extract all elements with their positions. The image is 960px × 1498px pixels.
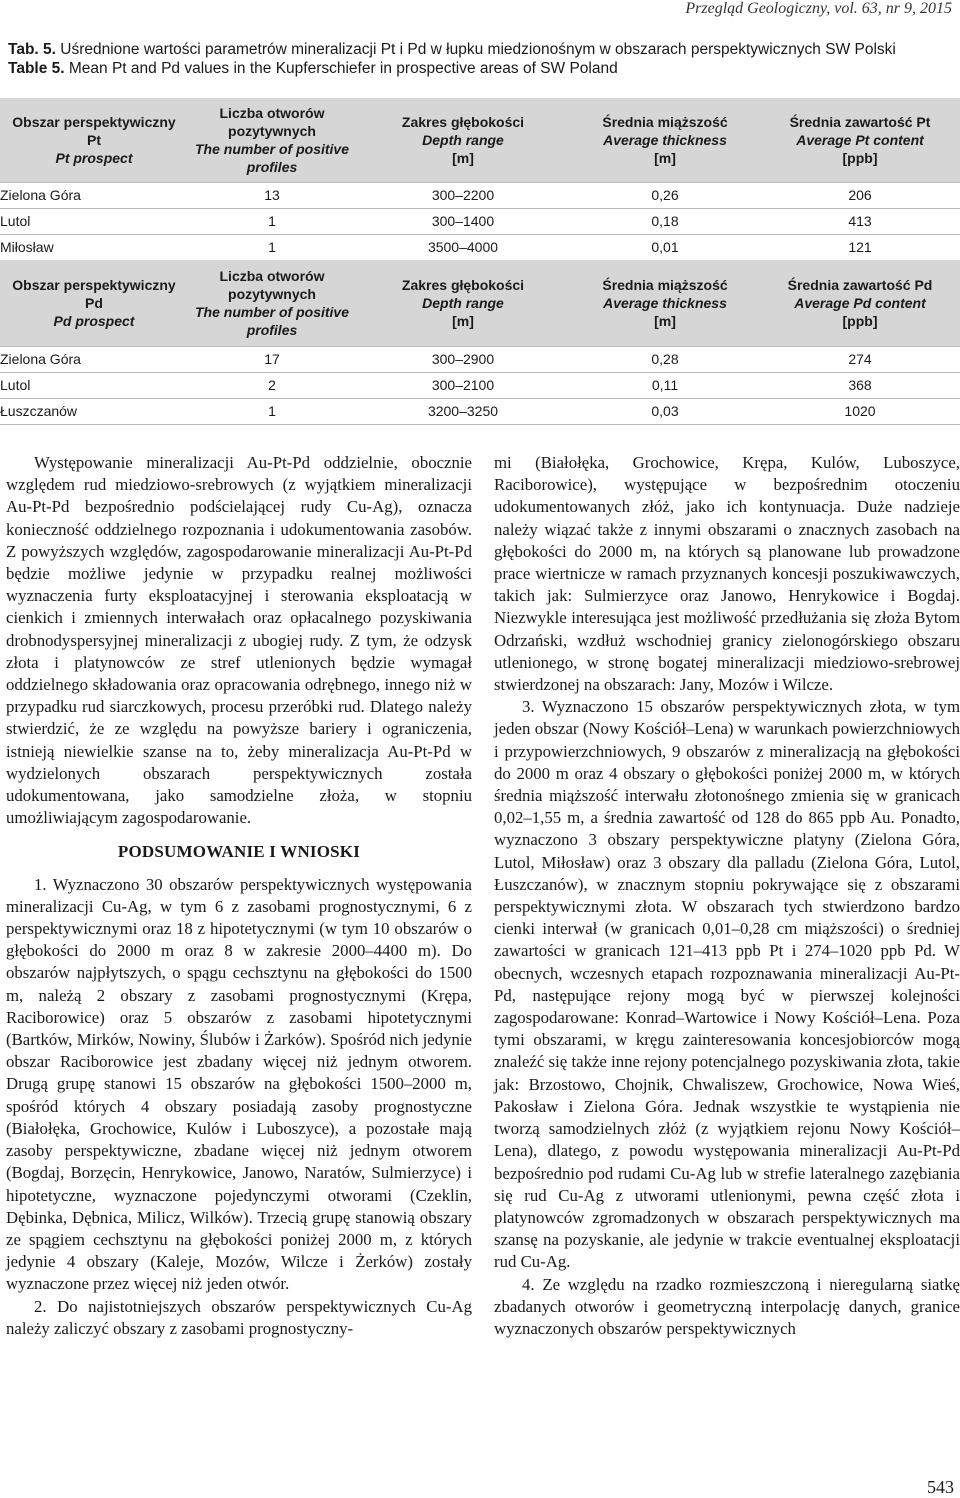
table-caption-pl xyxy=(8,41,896,59)
cell-content: 121 xyxy=(760,234,960,260)
cell-thickness: 0,01 xyxy=(570,234,760,260)
cell-count: 17 xyxy=(188,346,356,372)
cell-content: 413 xyxy=(760,208,960,234)
page-number: 543 xyxy=(927,1477,954,1497)
table-title-en: Mean Pt and Pd values in the Kupferschiefer in prospective areas of SW Poland xyxy=(68,60,618,77)
journal-header: Przegląd Geologiczny, vol. 63, nr 9, 2015 xyxy=(685,0,952,17)
cell-thickness: 0,18 xyxy=(570,208,760,234)
cell-thickness: 0,03 xyxy=(570,398,760,424)
table-caption-en xyxy=(8,60,618,78)
table-label-pl: Tab. 5. xyxy=(8,41,56,58)
cell-area: Łuszczanów xyxy=(0,398,188,424)
pt-header-content: Średnia zawartość Pt Average Pt content [ppb] xyxy=(789,113,931,166)
pd-header-content: Średnia zawartość Pd Average Pd content [ppb] xyxy=(787,276,933,329)
cell-content: 1020 xyxy=(760,398,960,424)
cell-depth: 300–2100 xyxy=(356,372,570,398)
cell-area: Lutol xyxy=(0,372,188,398)
table-row xyxy=(0,372,960,398)
cell-count: 1 xyxy=(188,208,356,234)
body-paragraph: 2. Do najistotniejszych obszarów perspektywicznych Cu-Ag należy zaliczyć obszary z zasobami prognostyczny- xyxy=(6,1296,472,1338)
cell-count: 2 xyxy=(188,372,356,398)
cell-area: Zielona Góra xyxy=(0,346,188,372)
cell-depth: 300–2200 xyxy=(356,182,570,208)
pt-header-count: Liczba otworów pozytywnych The number of positive profiles xyxy=(194,104,349,175)
right-column xyxy=(494,452,960,1340)
cell-count: 1 xyxy=(188,234,356,260)
pd-header-row xyxy=(0,260,960,346)
cell-depth: 3500–4000 xyxy=(356,234,570,260)
cell-area: Miłosław xyxy=(0,234,188,260)
data-table xyxy=(0,98,960,425)
cell-thickness: 0,11 xyxy=(570,372,760,398)
body-paragraph: mi (Białołęka, Grochowice, Krępa, Kulów, Luboszyce, Raciborowice), występujące w bezpośrednim otoczeniu udokumentowanych złóż, jako ich kontynuacja. Duże nadzieje należy wiązać także z innymi obszarami o znacznych zasobach na głębokości do 2000 m, na których są planowane lub prowadzone prace wiertnicze w ramach przyznanych koncesji poszukiwawczych, takich jak: Sulmierzyce oraz Janowo, Henrykowice i Bogdaj. Niezwykle interesująca jest możliwość przedłużania się złoża Bytom Odrzański, wzdłuż wschodniej granicy zielonogórskiego obszaru utlenionego, w stronę bogatej mineralizacji miedziowo-srebrowej stwierdzonej na obszarach: Jany, Mozów i Wilcze. xyxy=(494,453,960,695)
table-row xyxy=(0,208,960,234)
pd-header-thickness: Średnia miąższość Average thickness [m] xyxy=(602,276,728,329)
cell-content: 274 xyxy=(760,346,960,372)
pt-header-thickness: Średnia miąższość Average thickness [m] xyxy=(602,113,728,166)
cell-content: 368 xyxy=(760,372,960,398)
section-heading: PODSUMOWANIE I WNIOSKI xyxy=(117,842,361,862)
pd-header-count: Liczba otworów pozytywnych The number of positive profiles xyxy=(194,267,349,338)
table-row xyxy=(0,234,960,260)
pt-header-depth: Zakres głębokości Depth range [m] xyxy=(401,113,525,166)
cell-content: 206 xyxy=(760,182,960,208)
cell-count: 1 xyxy=(188,398,356,424)
left-column xyxy=(6,452,472,1340)
table-title-pl: Uśrednione wartości parametrów mineralizacji Pt i Pd w łupku miedzionośnym w obszarach perspektywicznych SW Polski xyxy=(60,41,896,58)
pt-header-row xyxy=(0,98,960,182)
cell-count: 13 xyxy=(188,182,356,208)
pd-header-depth: Zakres głębokości Depth range [m] xyxy=(401,276,525,329)
table-row xyxy=(0,346,960,372)
table-label-en: Table 5. xyxy=(8,60,65,77)
cell-thickness: 0,26 xyxy=(570,182,760,208)
pd-header-area: Obszar perspektywiczny Pd Pd prospect xyxy=(12,276,176,329)
cell-area: Lutol xyxy=(0,208,188,234)
pt-header-area: Obszar perspektywiczny Pt Pt prospect xyxy=(12,113,176,166)
cell-area: Zielona Góra xyxy=(0,182,188,208)
body-paragraph: Występowanie mineralizacji Au-Pt-Pd oddzielnie, obocznie względem rud miedziowo-srebrowych (z wyjątkiem mineralizacji Au-Pt-Pd bezpośrednio podścielającej rudy Cu-Ag), oznacza konieczność oddzielnego rozpoznania i udokumentowania zasobów. Z powyższych względów, zagospodarowanie mineralizacji Au-Pt-Pd będzie możliwe jedynie w przypadku realnej możliwości wyznaczenia furty eksploatacyjnej i sterowania eksploatacją w cienkich i zmiennych interwałach oraz opłacalnego pozyskiwania drobnodyspersyjnej mineralizacji z ubogiej rudy. Z tym, że odzysk złota i platynowców ze stref utlenionych będzie wymagał oddzielnego składowania oraz opracowania odrębnego, innego niż w przypadku rud siarczkowych, procesu przeróbki rud. Dlatego należy stwierdzić, że ze względu na powyższe bariery i ograniczenia, istnieją niewielkie szanse na to, żeby mineralizacja Au-Pt-Pd w wydzielonych obszarach perspektywicznych została udokumentowana, jako samodzielne złoża, w stopniu umożliwiającym zagospodarowanie. xyxy=(6,453,472,828)
table-row xyxy=(0,398,960,424)
cell-thickness: 0,28 xyxy=(570,346,760,372)
cell-depth: 300–2900 xyxy=(356,346,570,372)
body-paragraph: 4. Ze względu na rzadko rozmieszczoną i nieregularną siatkę zbadanych otworów i geometryczną interpolację danych, granice wyznaczonych obszarów perspektywicznych xyxy=(494,1274,960,1338)
body-paragraph: 1. Wyznaczono 30 obszarów perspektywicznych występowania mineralizacji Cu-Ag, w tym 6 z zasobami prognostycznymi, 6 z perspektywicznymi oraz 18 z hipotetycznymi (w tym 10 obszarów o głębokości do 2000 m oraz 8 w zakresie 2000–4400 m). Do obszarów najpłytszych, o spągu cechsztynu na głębokości do 1500 m, należą 2 obszary z zasobami prognostycznymi (Krępa, Raciborowice) oraz 5 obszarów z zasobami hipotetycznymi (Bartków, Mirków, Nowiny, Ślubów i Żarków). Spośród nich jedynie obszar Raciborowice jest zbadany więcej niż jednym otworem. Drugą grupę stanowi 15 obszarów na głębokości 1500–2000 m, spośród których 4 obszary posiadają zasoby prognostyczne (Białołęka, Grochowice, Kulów i Luboszyce), a pozostałe mają zasoby perspektywiczne, zbadane więcej niż jednym otworem (Bogdaj, Borzęcin, Henrykowice, Janowo, Naratów, Sulmierzyce) i hipotetyczne, wyznaczone pojedynczymi otworami (Czeklin, Dębinka, Dębnica, Milicz, Wilków). Trzecią grupę stanowią obszary ze spągiem cechsztynu na głębokości poniżej 2000 m, z których jedynie 4 obszary (Kaleje, Mozów, Wilcze i Żerków) zostały wyznaczone przez więcej niż jeden otwór. xyxy=(6,874,472,1294)
body-paragraph: 3. Wyznaczono 15 obszarów perspektywicznych złota, w tym jeden obszar (Nowy Kościół–Lena) w warunkach powierzchniowych i przypowierzchniowych, 9 obszarów z mineralizacją na głębokości do 2000 m oraz 4 obszary o głębokości poniżej 2000 m, w których średnia miąższość interwału złotonośnego zmienia się w granicach 0,02–1,55 m, a średnia zawartość od 128 do 865 ppb Au. Ponadto, wyznaczono 3 obszary perspektywiczne platyny (Zielona Góra, Lutol, Miłosław) oraz 3 obszary dla palladu (Zielona Góra, Lutol, Łuszczanów), w znacznym stopniu pokrywające się z obszarami perspektywicznymi złota. W obszarach tych stwierdzono bardzo cienki interwał (w granicach 0,01–0,28 cm miąższości) o średniej zawartości w granicach 121–413 ppb Pt i 274–1020 ppb Pd. W obecnych, wczesnych etapach rozpoznawania mineralizacji Au-Pt-Pd, następujące rejony mogą być w pierwszej kolejności zagospodarowane: Konrad–Wartowice i Nowy Kościół–Lena. Poza tymi obszarami, w kręgu zainteresowania koncesjobiorców mogą znaleźć się także inne rejony potencjalnego pozyskiwania złota, takie jak: Brzostowo, Chojnik, Chwaliszew, Grochowice, Nowa Wieś, Pakosław i Zielona Góra. Jednak wszystkie te wystąpienia nie tworzą samodzielnych złóż (z wyjątkiem rejonu Nowy Kościół–Lena), dlatego, z powodu występowania mineralizacji Au-Pt-Pd bezpośrednio pod rudami Cu-Ag lub w strefie lateralnego zazębiania się rud Cu-Ag z utworami utlenionymi, pewna część złota i platynowców zgromadzonych w obszarach perspektywicznych ma szansę na pozyskanie, ale jedynie w trakcie eventualnej eksploatacji rud Cu-Ag. xyxy=(494,697,960,1272)
table-row xyxy=(0,182,960,208)
cell-depth: 3200–3250 xyxy=(356,398,570,424)
cell-depth: 300–1400 xyxy=(356,208,570,234)
